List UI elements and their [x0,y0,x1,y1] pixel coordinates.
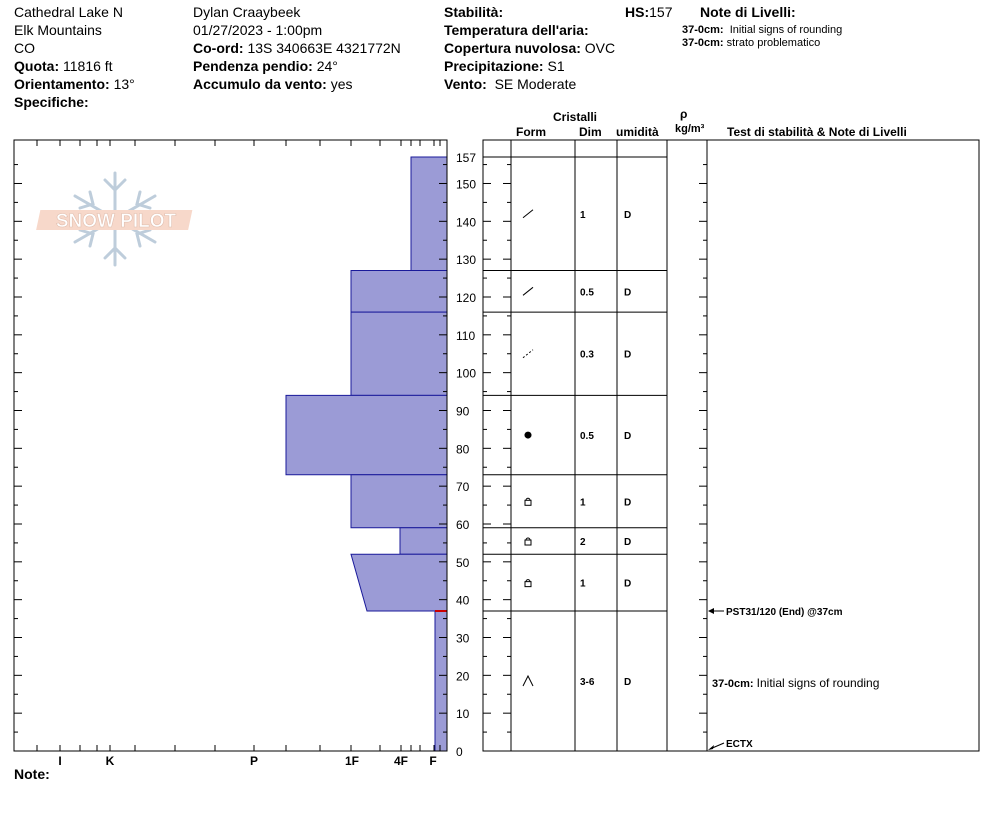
hs-value: 157 [649,4,673,20]
crystal-size-1: 1 [580,209,586,221]
crystal-size-8: 3-6 [580,677,595,689]
table-frame [483,140,979,751]
depth-label-150: 150 [456,177,477,192]
coord-label: Co-ord: [193,40,244,56]
depth-label-140: 140 [456,215,477,230]
wind-loading-label: Accumulo da vento: [193,76,327,92]
coord-value: 13S 340663E 4321772N [247,40,401,56]
hardness-layer-7 [351,554,447,611]
depth-label-130: 130 [456,253,477,268]
crystal-form-4 [525,432,532,439]
size-header: Dim [579,125,602,139]
depth-label-80: 80 [456,442,470,457]
layer-notes-label: Note di Livelli: [700,4,796,20]
hardness-layer-6 [400,528,447,554]
crystal-size-5: 1 [580,497,586,509]
stability-test-arrow-2 [708,745,714,750]
crystal-moisture-6: D [624,537,632,549]
elevation-value: 11816 ft [63,58,113,74]
crystal-moisture-8: D [624,677,632,689]
moisture-header: umidità [616,125,659,139]
stability-test-2: ECTX [726,739,753,750]
hardness-layer-1 [411,157,447,271]
tests-header: Test di stabilità & Note di Livelli [727,125,907,139]
specifics-label: Specifiche: [14,94,89,110]
crystal-form-2 [523,287,533,295]
layer-note-1-text: Initial signs of rounding [729,24,843,36]
crystal-form-6 [525,538,531,545]
layer-note-2-depth: 37-0cm: [682,37,724,49]
aspect-value: 13° [113,76,135,92]
density-unit: kg/m³ [675,123,705,135]
wind-value: SE Moderate [494,76,577,92]
hardness-layer-3 [351,312,447,395]
crystals-header: Cristalli [553,110,598,124]
aspect-label: Orientamento: [14,76,110,92]
depth-label-20: 20 [456,669,470,684]
crystal-size-7: 1 [580,578,586,590]
hs-label: HS: [625,4,650,20]
form-dashed-slash-icon [523,350,533,358]
notes-label: Note: [14,766,50,782]
crystal-form-8 [523,676,533,686]
slope-label: Pendenza pendio: [193,58,313,74]
hardness-label-I: I [58,754,62,768]
depth-label-110: 110 [456,328,476,343]
form-faceted-icon [525,540,531,545]
form-header: Form [516,125,546,139]
crystal-form-1 [523,210,533,218]
depth-label-0: 0 [456,745,463,759]
stability-test-1: PST31/120 (End) @37cm [726,607,843,619]
depth-label-70: 70 [456,480,470,495]
layer-note-in-chart [712,676,879,690]
depth-label-10: 10 [456,707,470,722]
slope-value: 24° [316,58,338,74]
hardness-layer-4 [286,395,447,474]
hardness-label-P: P [249,754,259,768]
elevation-label: Quota: [14,58,60,74]
cloud-value: OVC [584,40,616,56]
crystal-form-7 [525,580,531,587]
mountain-range: Elk Mountains [14,22,102,38]
hardness-label-F: F [429,754,437,768]
stability-test-arrow-1 [708,608,714,614]
crystal-moisture-3: D [624,349,632,361]
crystal-form-3 [523,350,533,358]
crystal-size-2: 0.5 [580,287,594,299]
wind-loading-value: yes [330,76,353,92]
depth-label-60: 60 [456,517,470,532]
depth-label-40: 40 [456,593,470,608]
form-dot-icon [525,432,532,439]
crystal-moisture-2: D [624,287,632,299]
hardness-profile [286,157,447,751]
crystal-size-4: 0.5 [580,431,594,443]
crystal-table [483,140,979,751]
hardness-layer-2 [351,271,447,313]
wind-label: Vento: [444,76,487,92]
depth-label-30: 30 [456,631,470,646]
cloud-label: Copertura nuvolosa: [444,40,581,56]
state: CO [14,40,35,56]
depth-label-50: 50 [456,555,470,570]
snow-pilot-logo [36,173,192,265]
precip-label: Precipitazione: [444,58,544,74]
hardness-layer-5 [351,475,447,528]
form-slash-icon [523,287,533,295]
depth-label-90: 90 [456,404,470,419]
form-slash-icon [523,210,533,218]
density-symbol: ρ [680,107,688,121]
location-name: Cathedral Lake N [14,4,123,20]
precip-value: S1 [547,58,565,74]
layer-note-2-text: strato problematico [726,37,821,49]
crystal-moisture-5: D [624,497,632,509]
crystal-size-3: 0.3 [580,349,594,361]
form-faceted-icon [525,582,531,587]
layer-note-depth: 37-0cm: [712,677,757,690]
hardness-label-K: K [105,754,115,768]
depth-label-120: 120 [456,290,477,305]
crystal-moisture-7: D [624,578,632,590]
hardness-label-4F: 4F [393,754,409,768]
crystal-moisture-4: D [624,431,632,443]
hardness-layer-8 [435,611,447,751]
observer: Dylan Craaybeek [193,4,301,20]
depth-label-157: 157 [456,151,477,165]
crystal-size-6: 2 [580,537,586,549]
logo-text: SNOW PILOT [55,211,177,232]
form-faceted-icon [525,500,531,505]
layer-note-1-depth: 37-0cm: [682,24,724,36]
air-temp-label: Temperatura dell'aria: [444,22,589,38]
depth-label-100: 100 [456,366,477,381]
stability-label: Stabilità: [444,4,504,20]
crystal-form-5 [525,498,531,505]
form-depth-hoar-icon [523,676,533,686]
hardness-label-1F: 1F [344,754,360,768]
layer-note-text: Initial signs of rounding [756,675,880,690]
crystal-moisture-1: D [624,209,632,221]
datetime: 01/27/2023 - 1:00pm [193,22,323,38]
